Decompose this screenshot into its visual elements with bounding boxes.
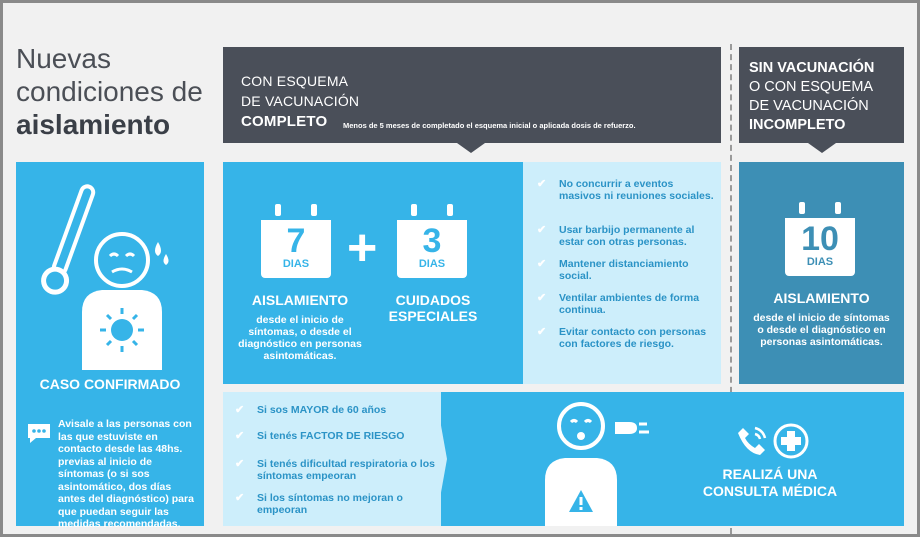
tip-item: ✔ Mantener distanciamiento social. xyxy=(537,258,689,282)
complete-scheme-box xyxy=(223,162,523,384)
case-box xyxy=(16,162,204,530)
sick-person-icon xyxy=(32,180,192,370)
care-tips-box xyxy=(523,162,721,384)
calendar-7-icon: 7 DIAS xyxy=(261,210,331,278)
coughing-person-icon xyxy=(535,398,655,526)
warning-item: ✔ Si tenés FACTOR DE RIESGO xyxy=(235,430,405,442)
consult-box xyxy=(223,392,904,526)
calendar-3-icon: 3 DIAS xyxy=(397,210,467,278)
tip-item: ✔ No concurrir a eventos masivos ni reuniones sociales. xyxy=(537,178,714,202)
tip-item: ✔ Evitar contacto con personas con factores de riesgo. xyxy=(537,326,707,350)
case-advice-text: Avisale a las personas con las que estuviste en contacto desde las 48hs. previas al inicio de síntomas (o si sos asintomático, dos días antes del diagnóstico) para que puedan seguir las medidas recomendadas. xyxy=(58,418,194,530)
header-complete-scheme xyxy=(223,47,721,143)
right-isolation-label: AISLAMIENTO xyxy=(773,290,870,306)
plus-icon: + xyxy=(347,219,378,277)
header-right-line2: O CON ESQUEMA xyxy=(749,79,874,95)
special-care-label: CUIDADOS ESPECIALES xyxy=(388,292,478,324)
isolation-label: AISLAMIENTO xyxy=(251,292,349,308)
case-confirmed-label: CASO CONFIRMADO xyxy=(39,376,181,392)
medical-cross-icon xyxy=(773,423,809,459)
tip-item: ✔ Ventilar ambientes de forma continua. xyxy=(537,292,700,316)
phone-icon xyxy=(735,424,769,458)
warning-item: ✔ Si sos MAYOR de 60 años xyxy=(235,404,387,416)
header-left-notch xyxy=(457,143,485,153)
tip-item: ✔ Usar barbijo permanente al estar con otras personas. xyxy=(537,224,695,248)
header-right-line1: SIN VACUNACIÓN xyxy=(749,60,875,76)
warning-item: ✔ Si los síntomas no mejoran o empeoran xyxy=(235,492,403,516)
isolation-desc: desde el inicio de síntomas, o desde el diagnóstico en personas asintomáticas. xyxy=(238,314,362,362)
header-right-line4: INCOMPLETO xyxy=(749,117,846,133)
header-complete-note: Menos de 5 meses de completado el esquema inicial o aplicada dosis de refuerzo. xyxy=(343,121,636,130)
header-no-vaccine xyxy=(739,47,904,143)
right-isolation-desc: desde el inicio de síntomas o desde el diagnóstico en personas asintomáticas. xyxy=(753,312,890,348)
chat-bubble-icon xyxy=(26,422,52,444)
header-right-line3: DE VACUNACIÓN xyxy=(749,98,869,114)
header-right-notch xyxy=(808,143,836,153)
consult-label: REALIZÁ UNA CONSULTA MÉDICA xyxy=(702,466,838,499)
warning-item: ✔ Si tenés dificultad respiratoria o los síntomas empeoran xyxy=(235,458,435,482)
calendar-10-icon: 10 DIAS xyxy=(785,208,855,276)
page-title: Nuevas condiciones de aislamiento xyxy=(16,43,203,140)
header-complete-title: CON ESQUEMA DE VACUNACIÓN COMPLETO xyxy=(241,73,360,130)
incomplete-scheme-box xyxy=(739,162,904,384)
